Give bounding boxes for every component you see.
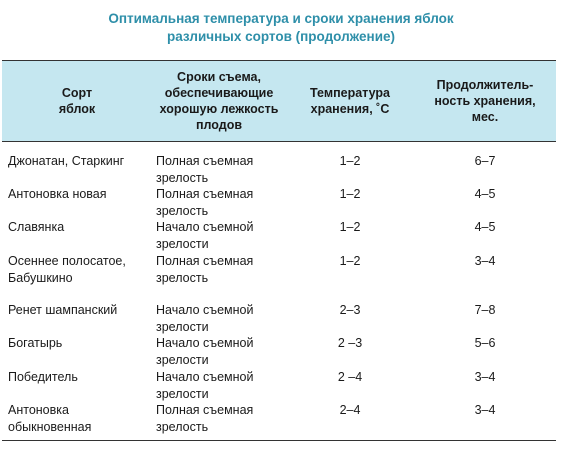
cell-harvest-time: Полная съемная зрелость xyxy=(152,402,286,440)
header-variety: Сорт яблок xyxy=(58,86,96,116)
header-row xyxy=(2,61,556,142)
cell-temperature: 1–2 xyxy=(339,187,361,201)
header-storage-duration: Продолжитель- ность хранения, мес. xyxy=(434,78,536,124)
caption-line-1: Оптимальная температура и сроки хранения яблок xyxy=(108,11,454,26)
cell-variety: Ренет шампанский xyxy=(8,303,118,317)
cell-duration: 7–8 xyxy=(474,303,496,317)
cell-harvest-time: Полная съемная зрелость xyxy=(156,154,254,185)
cell-duration: 5–6 xyxy=(474,336,496,350)
cell-temperature: 1–2 xyxy=(339,154,361,168)
table-row xyxy=(2,302,556,335)
cell-variety: Богатырь xyxy=(8,336,63,350)
cell-variety: Славянка xyxy=(8,220,65,234)
table-header xyxy=(2,61,556,142)
table-body xyxy=(2,142,556,441)
cell-harvest-time: Полная съемная зрелость xyxy=(156,187,254,218)
cell-temperature: 2–4 xyxy=(286,402,414,440)
cell-variety: Антоновка обыкновенная xyxy=(2,402,152,440)
cell-temperature: 1–2 xyxy=(339,254,361,268)
cell-harvest-time: Полная съемная зрелость xyxy=(156,254,254,285)
cell-duration: 3–4 xyxy=(474,370,496,384)
table-caption xyxy=(0,10,562,46)
header-storage-temperature: Температура хранения, ˚С xyxy=(310,86,390,116)
cell-harvest-time: Начало съемной зрелости xyxy=(156,220,254,251)
table-row xyxy=(2,253,556,302)
header-harvest-time: Сроки съема, обеспечивающие хорошую лежкость плодов xyxy=(159,70,279,132)
cell-temperature: 2 –4 xyxy=(337,370,363,384)
cell-temperature: 2 –3 xyxy=(337,336,363,350)
apple-storage-table xyxy=(2,60,556,441)
table-row xyxy=(2,402,556,440)
cell-variety: Победитель xyxy=(8,370,78,384)
cell-variety: Осеннее полосатое, Бабушкино xyxy=(8,254,126,285)
cell-duration: 6–7 xyxy=(474,154,496,168)
cell-harvest-time: Начало съемной зрелости xyxy=(156,336,254,367)
cell-harvest-time: Начало съемной зрелости xyxy=(156,370,254,401)
table-row xyxy=(2,369,556,402)
caption-line-2: различных сортов (продолжение) xyxy=(166,29,396,44)
cell-temperature: 1–2 xyxy=(339,220,361,234)
cell-variety: Джонатан, Старкинг xyxy=(8,154,125,168)
table-row xyxy=(2,142,556,187)
table-row xyxy=(2,186,556,219)
cell-variety: Антоновка новая xyxy=(8,187,107,201)
cell-duration: 4–5 xyxy=(474,187,496,201)
table-row xyxy=(2,219,556,253)
cell-duration: 3–4 xyxy=(414,402,556,440)
cell-temperature: 2–3 xyxy=(339,303,361,317)
table-row xyxy=(2,335,556,369)
cell-duration: 4–5 xyxy=(474,220,496,234)
cell-harvest-time: Начало съемной зрелости xyxy=(156,303,254,334)
cell-duration: 3–4 xyxy=(474,254,496,268)
